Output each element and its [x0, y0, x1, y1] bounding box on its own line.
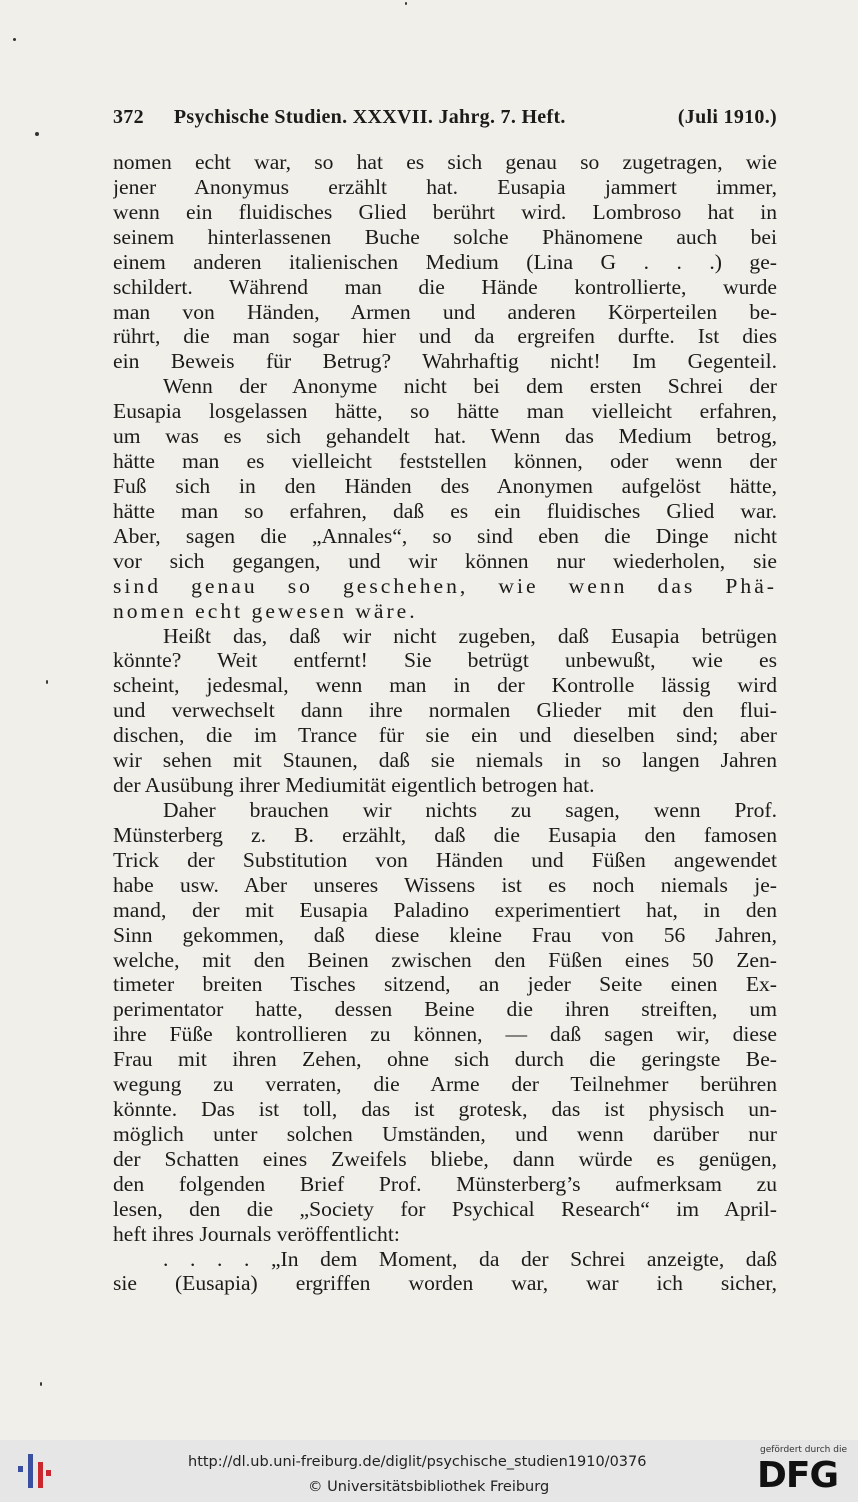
text-line: hätte man es vielleicht feststellen können, oder wenn der [113, 449, 777, 474]
library-logo-icon [14, 1450, 54, 1492]
text-line: einem anderen italienischen Medium (Lina G . . .) ge- [113, 249, 777, 274]
text-line: schildert. Während man die Hände kontrollierte, wurde [113, 274, 777, 299]
issue-date: (Juli 1910.) [677, 106, 777, 128]
text-line: den folgenden Brief Prof. Münsterberg’s aufmerksam zu [113, 1171, 777, 1196]
text-line: Trick der Substitution von Händen und Füßen angewendet [113, 847, 777, 872]
text-line: jener Anonymus erzählt hat. Eusapia jammert immer, [113, 174, 777, 199]
text-line: Münsterberg z. B. erzählt, daß die Eusapia den famosen [113, 822, 777, 847]
text-line: könnte. Das ist toll, das ist grotesk, das ist physisch un- [113, 1097, 777, 1122]
text-line: Wenn der Anonyme nicht bei dem ersten Schrei der [163, 374, 777, 399]
text-line: der Schatten eines Zweifels bliebe, dann würde es genügen, [113, 1146, 777, 1171]
text-line: und verwechselt dann ihre normalen Glieder mit den flui- [113, 698, 777, 723]
dfg-logo: DFG [757, 1455, 839, 1496]
text-line: Eusapia losgelassen hätte, so hätte man vielleicht erfahren, [113, 399, 777, 424]
text-line: der Ausübung ihrer Mediumität eigentlich betrogen hat. [113, 773, 595, 798]
text-line: habe usw. Aber unseres Wissens ist es noch niemals je- [113, 872, 777, 897]
text-line: hätte man so erfahren, daß es ein fluidisches Glied war. [113, 498, 777, 523]
text-line: scheint, jedesmal, wenn man in der Kontrolle lässig wird [113, 673, 777, 698]
text-line: möglich unter solchen Umständen, und wenn darüber nur [113, 1121, 777, 1146]
text-line: wegung zu verraten, die Arme der Teilnehmer berühren [113, 1072, 777, 1097]
running-header [113, 106, 777, 129]
viewer-footer [0, 1440, 858, 1502]
page-number: 372 [113, 106, 144, 128]
body-text [113, 150, 777, 1296]
text-line: ein Beweis für Betrug? Wahrhaftig nicht! Im Gegenteil. [113, 349, 777, 374]
document-url[interactable]: http://dl.ub.uni-freiburg.de/diglit/psychische_studien1910/0376 [188, 1454, 647, 1470]
text-line: heft ihres Journals veröffentlicht: [113, 1221, 400, 1246]
text-line: sie (Eusapia) ergriffen worden war, war ich sicher, [113, 1271, 777, 1296]
journal-title: Psychische Studien. XXXVII. Jahrg. 7. Heft. [173, 106, 566, 128]
text-line: könnte? Weit entfernt! Sie betrügt unbewußt, wie es [113, 648, 777, 673]
text-line: Heißt das, daß wir nicht zugeben, daß Eusapia betrügen [163, 623, 777, 648]
funding-note: gefördert durch die [760, 1445, 847, 1455]
text-line: nomen echt war, so hat es sich genau so zugetragen, wie [113, 150, 777, 174]
text-line: welche, mit den Beinen zwischen den Füßen eines 50 Zen- [113, 947, 777, 972]
text-line: rührt, die man sogar hier und da ergreifen durfte. Ist dies [113, 324, 777, 349]
text-line: dischen, die im Trance für sie ein und dieselben sind; aber [113, 723, 777, 748]
text-line: sind genau so geschehen, wie wenn das Phä- [113, 573, 777, 598]
text-line: . . . . „In dem Moment, da der Schrei anzeigte, daß [163, 1246, 777, 1271]
text-line: mand, der mit Eusapia Paladino experimentiert hat, in den [113, 897, 777, 922]
text-line: wenn ein fluidisches Glied berührt wird. Lombroso hat in [113, 199, 777, 224]
text-line: timeter breiten Tisches sitzend, an jeder Seite einen Ex- [113, 972, 777, 997]
text-line: Aber, sagen die „Annales“, so sind eben die Dinge nicht [113, 523, 777, 548]
text-line: man von Händen, Armen und anderen Körperteilen be- [113, 299, 777, 324]
text-line: Daher brauchen wir nichts zu sagen, wenn Prof. [163, 797, 777, 822]
text-line: perimentator hatte, dessen Beine die ihren streiften, um [113, 997, 777, 1022]
text-line: nomen echt gewesen wäre. [113, 598, 418, 623]
copyright-notice: © Universitätsbibliothek Freiburg [308, 1479, 550, 1495]
text-line: lesen, den die „Society for Psychical Research“ im April- [113, 1196, 777, 1221]
text-line: Sinn gekommen, daß diese kleine Frau von 56 Jahren, [113, 922, 777, 947]
text-line: ihre Füße kontrollieren zu können, — daß sagen wir, diese [113, 1022, 777, 1047]
text-line: um was es sich gehandelt hat. Wenn das Medium betrog, [113, 424, 777, 449]
text-line: wir sehen mit Staunen, daß sie niemals in so langen Jahren [113, 748, 777, 773]
text-line: seinem hinterlassenen Buche solche Phänomene auch bei [113, 224, 777, 249]
text-line: Fuß sich in den Händen des Anonymen aufgelöst hätte, [113, 473, 777, 498]
text-line: Frau mit ihren Zehen, ohne sich durch die geringste Be- [113, 1047, 777, 1072]
text-line: vor sich gegangen, und wir können nur wiederholen, sie [113, 548, 777, 573]
